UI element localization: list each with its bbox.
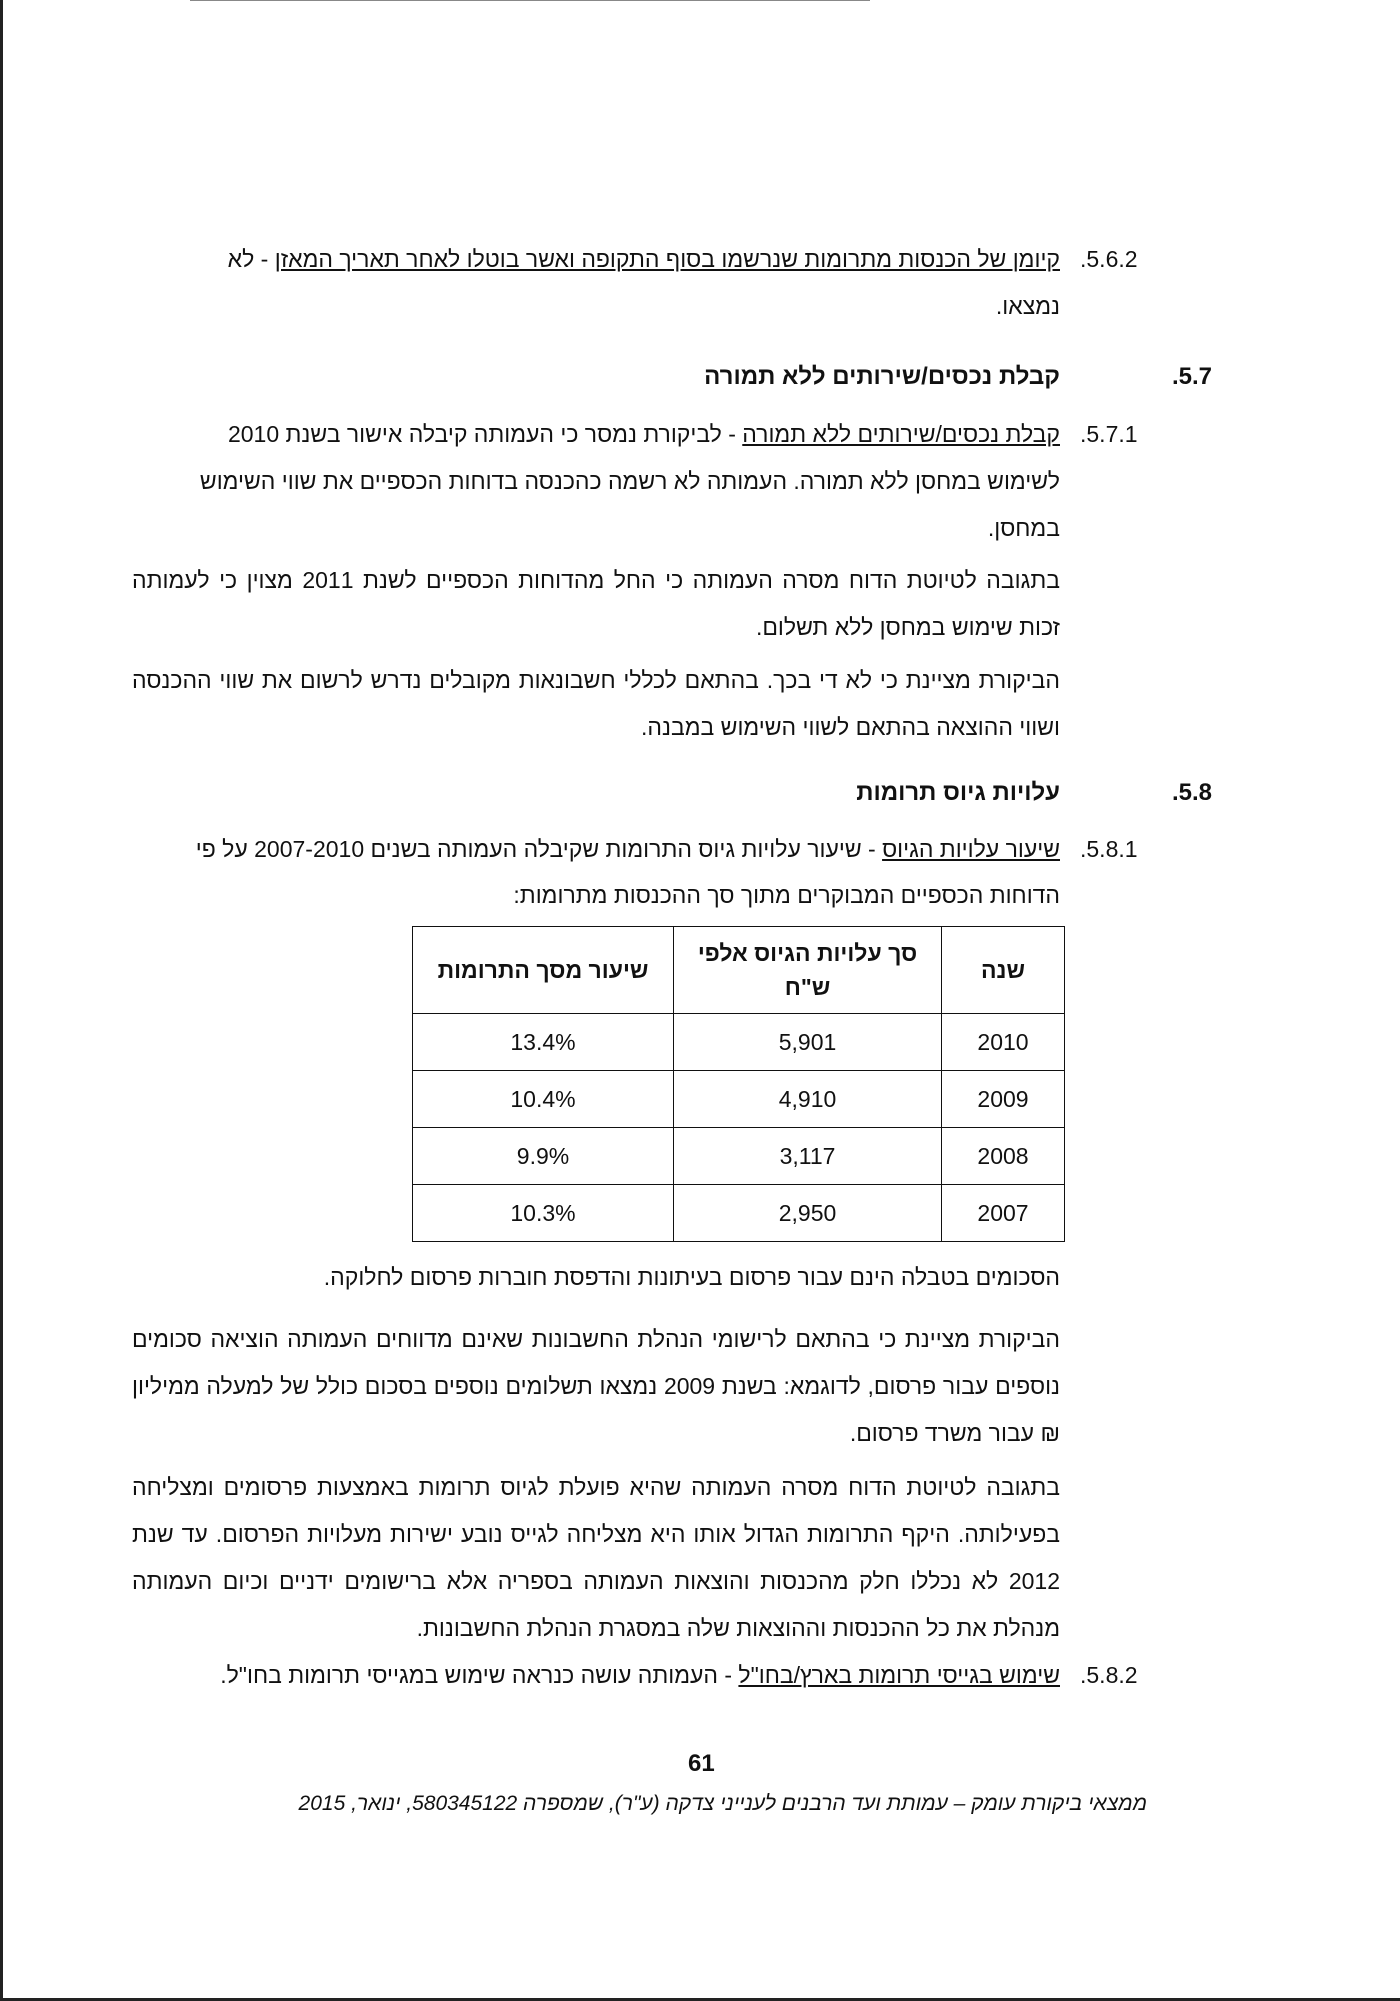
table-cell-year: 2009 bbox=[942, 1071, 1065, 1128]
audit-paragraph-2: הביקורת מציינת כי בהתאם לרישומי הנהלת החשבונות שאינם מדווחים העמותה הוציאה סכומים נוספים עבור פרסום, לדוגמא: בשנת 2009 נמצאו תשלומים נוספים בסכום כולל של למעלה ממיליון ₪ עבור משרד פרסום. bbox=[132, 1326, 1060, 1446]
section-5-8-1-tail: - שיעור עלויות גיוס התרומות שקיבלה העמותה בשנים 2007-2010 על פי bbox=[195, 836, 883, 862]
section-5-6-2-title: קיומן של הכנסות מתרומות שנרשמו בסוף התקופה ואשר בוטלו לאחר תאריך המאזן bbox=[274, 246, 1060, 272]
table-cell-year: 2007 bbox=[942, 1185, 1065, 1242]
page-number: 61 bbox=[688, 1750, 715, 1777]
table-cell-costs: 3,117 bbox=[674, 1128, 942, 1185]
section-5-8-2-line1 bbox=[220, 1660, 1060, 1690]
page-border-top bbox=[190, 0, 870, 1]
section-5-8-heading: עלויות גיוס תרומות bbox=[856, 779, 1060, 806]
table-cell-year: 2010 bbox=[942, 1014, 1065, 1071]
section-5-6-2-line1 bbox=[228, 244, 1060, 274]
section-number-5-7-1: .5.7.1 bbox=[1080, 421, 1138, 447]
section-5-8-2-title: שימוש בגייסי תרומות בארץ/בחו"ל bbox=[738, 1662, 1060, 1688]
fundraising-costs-table bbox=[412, 926, 1065, 1242]
response-paragraph-2: בתגובה לטיוטת הדוח מסרה העמותה שהיא פועלת לגיוס תרומות באמצעות פרסומים ומצליחה בפעילותה. היקף התרומות הגדול אותו היא מצליחה לגייס נובע ישירות מעלויות הפרסום. עד שנת 2012 לא נכללו חלק מהכנסות והוצאות העמותה בספריה אלא ברישומים ידניים וכיום העמותה מנהלת את כל ההכנסות וההוצאות שלה במסגרת הנהלת החשבונות. bbox=[132, 1474, 1060, 1641]
section-5-7-1-title: קבלת נכסים/שירותים ללא תמורה bbox=[742, 421, 1060, 447]
section-5-7-1-tail: - לביקורת נמסר כי העמותה קיבלה אישור בשנת 2010 bbox=[227, 421, 743, 447]
table-cell-costs: 2,950 bbox=[674, 1185, 942, 1242]
table-row bbox=[413, 1128, 1065, 1185]
table-header-row bbox=[413, 927, 1065, 1014]
table-row bbox=[413, 1185, 1065, 1242]
table-row bbox=[413, 1014, 1065, 1071]
page-border-left bbox=[0, 0, 3, 2001]
table-cell-costs: 4,910 bbox=[674, 1071, 942, 1128]
section-5-8-1-line1 bbox=[196, 834, 1060, 864]
section-5-8-1-line2: הדוחות הכספיים המבוקרים מתוך סך ההכנסות מתרומות: bbox=[513, 882, 1060, 908]
section-number-5-6-2: .5.6.2 bbox=[1080, 246, 1138, 272]
section-5-7-1-line3: במחסן. bbox=[987, 515, 1060, 541]
section-5-6-2-tail: - לא bbox=[227, 246, 275, 272]
section-5-8-1-title: שיעור עלויות הגיוס bbox=[882, 836, 1060, 862]
section-number-5-8: .5.8 bbox=[1172, 779, 1213, 806]
audit-paragraph-1: הביקורת מציינת כי לא די בכך. בהתאם לכללי חשבונאות מקובלים נדרש לרשום את שווי ההכנסה ושווי ההוצאה בהתאם לשווי השימוש במבנה. bbox=[132, 667, 1060, 740]
table-header-rate: שיעור מסך התרומות bbox=[413, 927, 674, 1014]
section-number-5-7: .5.7 bbox=[1172, 363, 1213, 390]
table-cell-rate: 9.9% bbox=[413, 1128, 674, 1185]
table-header-costs: סך עלויות הגיוס אלפי ש"ח bbox=[674, 927, 942, 1014]
table-cell-rate: 13.4% bbox=[413, 1014, 674, 1071]
response-paragraph-1: בתגובה לטיוטת הדוח מסרה העמותה כי החל מהדוחות הכספיים לשנת 2011 מצוין כי לעמותה זכות שימוש במחסן ללא תשלום. bbox=[132, 567, 1060, 640]
table-cell-year: 2008 bbox=[942, 1128, 1065, 1185]
section-number-5-8-1: .5.8.1 bbox=[1080, 836, 1138, 862]
table-row bbox=[413, 1071, 1065, 1128]
section-5-7-1-line1 bbox=[228, 419, 1060, 449]
section-number-5-8-2: .5.8.2 bbox=[1080, 1662, 1138, 1688]
footer-text: ממצאי ביקורת עומק – עמותת ועד הרבנים לענייני צדקה (ע"ר), שמספרה 580345122, ינואר, 2015 bbox=[298, 1792, 1147, 1815]
table-note: הסכומים בטבלה הינם עבור פרסום בעיתונות והדפסת חוברות פרסום לחלוקה. bbox=[323, 1264, 1060, 1290]
section-5-8-2-tail: - העמותה עושה כנראה שימוש במגייסי תרומות בחו"ל. bbox=[220, 1662, 739, 1688]
section-5-7-heading: קבלת נכסים/שירותים ללא תמורה bbox=[704, 363, 1060, 390]
table-header-year: שנה bbox=[942, 927, 1065, 1014]
section-5-6-2-line2: נמצאו. bbox=[995, 293, 1060, 319]
table-cell-costs: 5,901 bbox=[674, 1014, 942, 1071]
table-cell-rate: 10.3% bbox=[413, 1185, 674, 1242]
table-cell-rate: 10.4% bbox=[413, 1071, 674, 1128]
section-5-7-1-line2: לשימוש במחסן ללא תמורה. העמותה לא רשמה כהכנסה בדוחות הכספיים את שווי השימוש bbox=[199, 468, 1060, 494]
